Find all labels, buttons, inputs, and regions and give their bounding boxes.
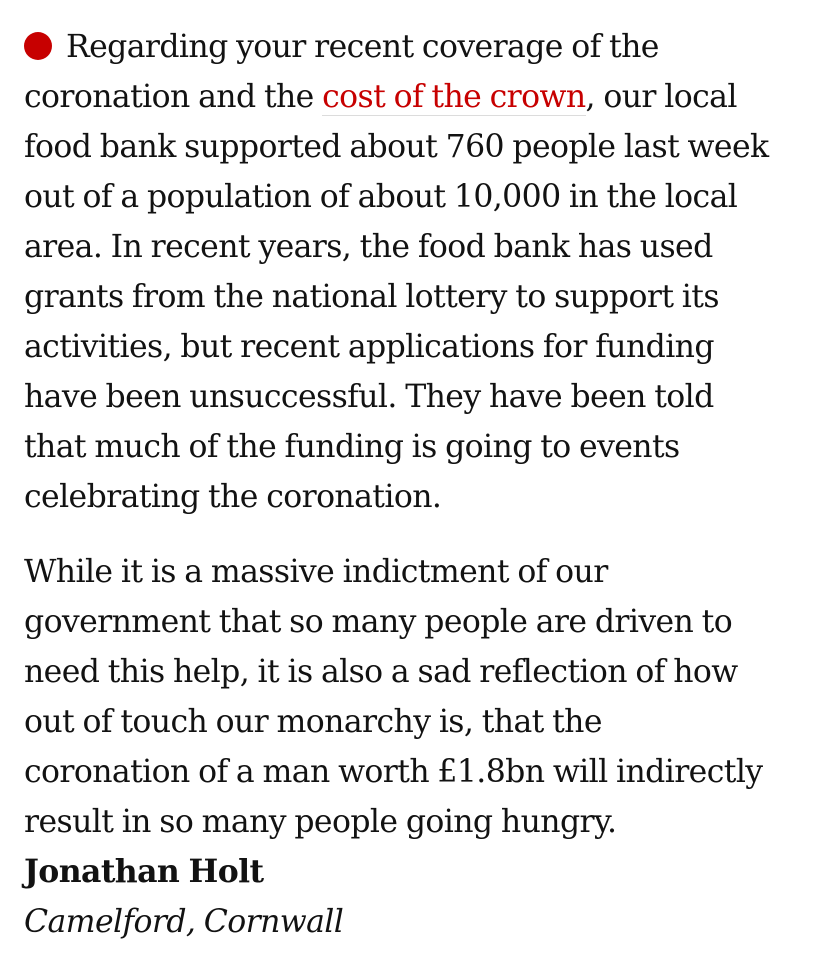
letter-paragraph-2: While it is a massive indictment of our government that so many people are driven to need this help, it is also a sad reflection of how out of touch our monarchy is, that the coronation of a man worth £1.8bn will indirectly result in so many people going hungry. <box>24 554 763 840</box>
letter-paragraph-1 <box>24 22 814 522</box>
cost-of-the-crown-link[interactable]: cost of the crown <box>322 79 586 115</box>
author-name: Jonathan Holt <box>24 853 264 890</box>
author-location: Camelford, Cornwall <box>24 904 344 940</box>
bullet-icon <box>24 32 52 60</box>
paragraph-1-text-start: Regarding your recent coverage of the coronation and the <box>24 29 659 115</box>
paragraph-1-text-end: , our local food bank supported about 760 people last week out of a population of about 10,000 in the local area. In recent years, the food bank has used grants from the national lottery to support its activities, but recent applications for funding have been unsuccessful. They have been told that much of the funding is going to events celebrating the coronation. <box>24 79 769 515</box>
letter <box>24 22 814 947</box>
